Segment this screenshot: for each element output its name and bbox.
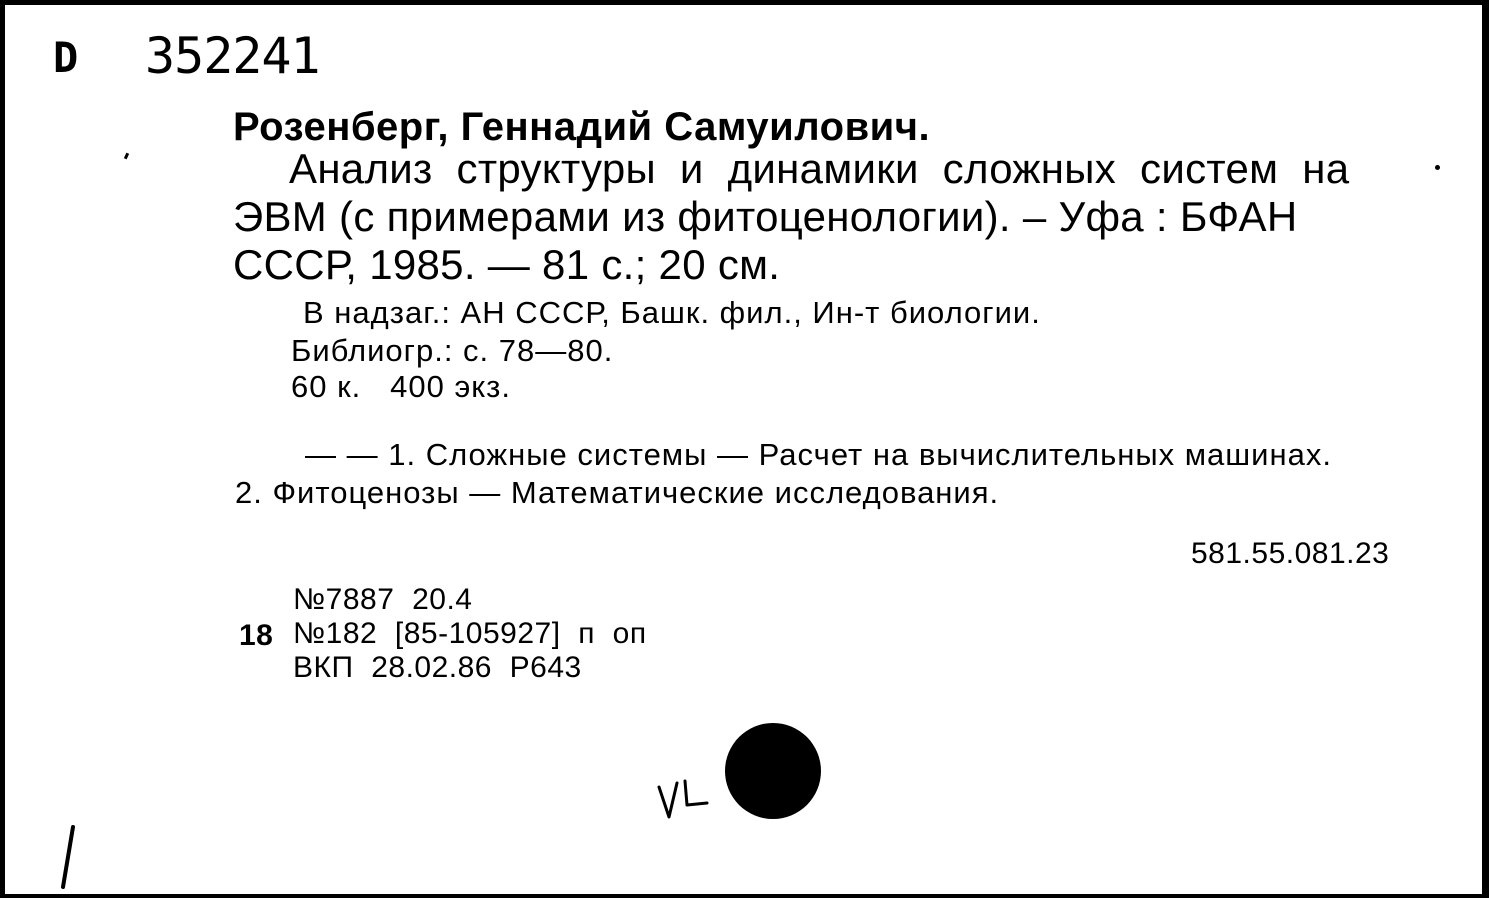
udc-code: 581.55.081.23 bbox=[1191, 537, 1390, 570]
tracing-line-2: 2. Фитоценозы — Математические исследования. bbox=[235, 475, 1000, 510]
catalog-line-1: №7887 20.4 bbox=[293, 583, 473, 616]
title-line-1: Анализ структуры и динамики сложных систем на bbox=[289, 145, 1350, 192]
tracing-line-1: — — 1. Сложные системы — Расчет на вычислительных машинах. bbox=[305, 437, 1332, 472]
catalog-line-3: ВКП 28.02.86 Р643 bbox=[293, 651, 582, 684]
handwritten-vl-mark bbox=[655, 775, 715, 825]
catalog-prefix: 18 bbox=[239, 619, 274, 652]
title-line-3: СССР, 1985. — 81 с.; 20 см. bbox=[233, 241, 781, 288]
title-line-2: ЭВМ (с примерами из фитоценологии). – Уфа : БФАН bbox=[233, 193, 1298, 240]
call-number-prefix: D bbox=[53, 33, 79, 82]
handwritten-slash-stroke bbox=[53, 823, 83, 893]
call-number: 352241 bbox=[145, 27, 320, 85]
author-heading: Розенберг, Геннадий Самуилович. bbox=[233, 105, 931, 149]
stray-mark-left bbox=[124, 153, 129, 160]
catalog-line-2: №182 [85-105927] п оп bbox=[293, 617, 647, 650]
note-line-3: 60 к. 400 экз. bbox=[291, 369, 511, 404]
note-line-2: Библиогр.: с. 78—80. bbox=[291, 333, 614, 368]
stray-dot-right bbox=[1435, 165, 1440, 170]
note-line-1: В надзаг.: АН СССР, Башк. фил., Ин-т биологии. bbox=[303, 295, 1041, 330]
black-dot-marker bbox=[725, 723, 821, 819]
